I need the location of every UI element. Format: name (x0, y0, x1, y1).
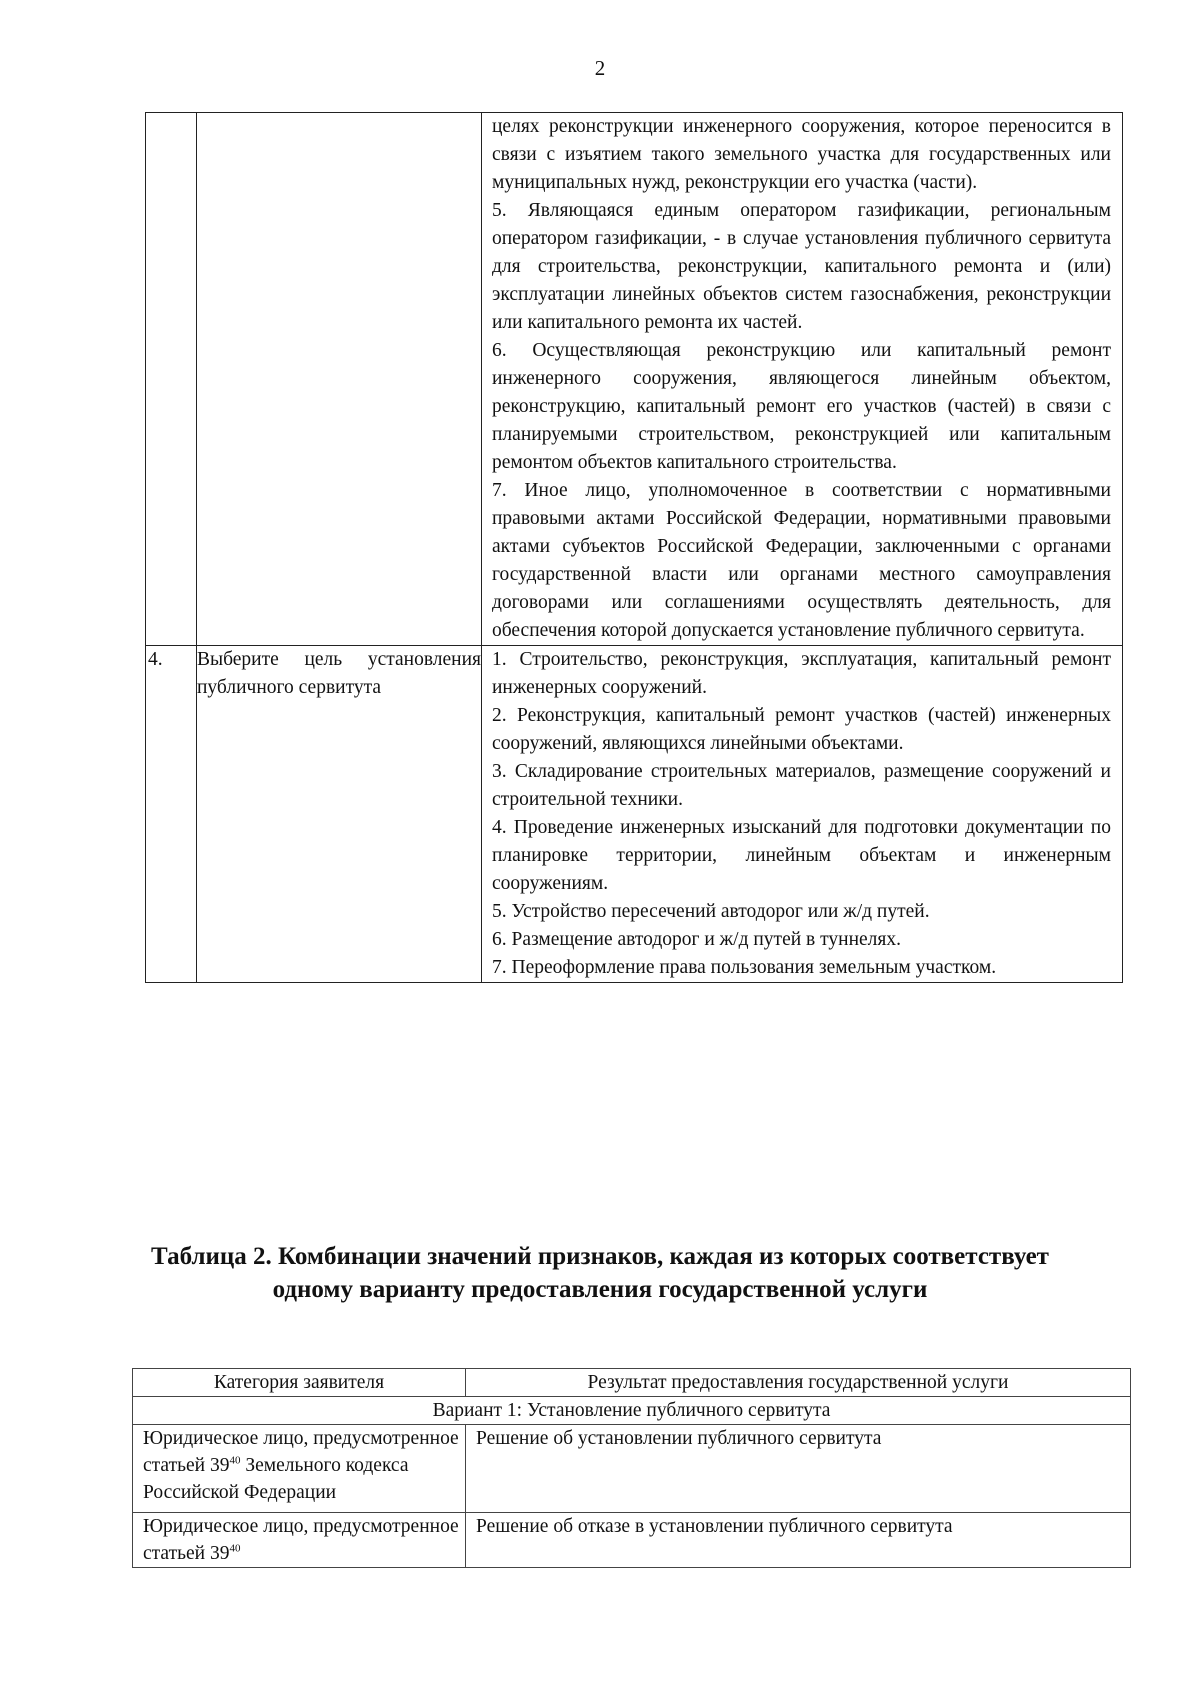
superscript: 40 (229, 1542, 241, 1555)
result-cell: Решение об установлении публичного сервитута (466, 1425, 1131, 1513)
answer-paragraph: 7. Иное лицо, уполномоченное в соответствии с нормативными правовыми актами Российской Федерации, нормативными правовыми актами субъектов Российской Федерации, заключенными с органами государственной власти или органами местного самоуправления договорами или соглашениями осуществлять деятельность, для обеспечения которой допускается установление публичного сервитута. (492, 480, 1111, 641)
variant-label: Вариант 1: Установление публичного сервитута (133, 1397, 1131, 1425)
question-text: Выберите цель установления публичного сервитута (197, 649, 481, 698)
page-number: 2 (594, 56, 606, 80)
table-row (133, 1425, 1131, 1513)
option-item: 4. Проведение инженерных изысканий для подготовки документации по планировке территории, линейным объектам и инженерным сооружениям. (492, 817, 1111, 894)
applicant-text: Юридическое лицо, предусмотренное статьей 39 (143, 1516, 459, 1564)
row-number-cell (146, 113, 197, 646)
table-row (146, 113, 1123, 646)
table-row (146, 646, 1123, 983)
table-header-row (133, 1369, 1131, 1397)
answer-paragraph: 6. Осуществляющая реконструкцию или капитальный ремонт инженерного сооружения, являющегося линейным объектом, реконструкцию, капитальный ремонт его участков (частей) в связи с планируемыми строительством, реконструкцией или капитальным ремонтом объектов капитального строительства. (492, 340, 1111, 473)
applicant-cell (133, 1513, 466, 1568)
answer-paragraph: 5. Являющаяся единым оператором газификации, региональным оператором газификации, - в случае установления публичного сервитута для строительства, реконструкции, капитального ремонта и (или) эксплуатации линейных объектов систем газоснабжения, реконструкции или капитального ремонта их частей. (492, 200, 1111, 333)
question-cell (197, 646, 482, 983)
applicant-text: Юридическое лицо, предусмотренное статьей 39 (143, 1428, 459, 1476)
option-item: 3. Складирование строительных материалов, размещение сооружений и строительной техники. (492, 761, 1111, 810)
variant-row (133, 1397, 1131, 1425)
column-header: Категория заявителя (133, 1369, 466, 1397)
result-cell: Решение об отказе в установлении публичного сервитута (466, 1513, 1131, 1568)
answer-cell (482, 646, 1123, 983)
row-number-cell: 4. (146, 646, 197, 983)
option-item: 1. Строительство, реконструкция, эксплуатация, капитальный ремонт инженерных сооружений. (492, 649, 1111, 698)
superscript: 40 (229, 1454, 241, 1467)
applicant-cell (133, 1425, 466, 1513)
option-item: 2. Реконструкция, капитальный ремонт участков (частей) инженерных сооружений, являющихся линейными объектами. (492, 705, 1111, 754)
option-item: 5. Устройство пересечений автодорог или ж/д путей. (492, 901, 930, 922)
table-title: Таблица 2. Комбинации значений признаков, каждая из которых соответствует одному варианту предоставления государственной услуги (151, 1243, 1049, 1303)
answer-cell (482, 113, 1123, 646)
answer-paragraph: целях реконструкции инженерного сооружения, которое переносится в связи с изъятием такого земельного участка для государственных или муниципальных нужд, реконструкции его участка (части). (492, 116, 1111, 193)
question-cell (197, 113, 482, 646)
column-header: Результат предоставления государственной услуги (466, 1369, 1131, 1397)
criteria-table (145, 112, 1123, 983)
option-item: 6. Размещение автодорог и ж/д путей в туннелях. (492, 929, 901, 950)
option-item: 7. Переоформление права пользования земельным участком. (492, 957, 997, 978)
applicant-text-tail: Земельного кодекса Российской Федерации (143, 1455, 409, 1503)
variants-table (132, 1368, 1131, 1568)
table-row (133, 1513, 1131, 1568)
